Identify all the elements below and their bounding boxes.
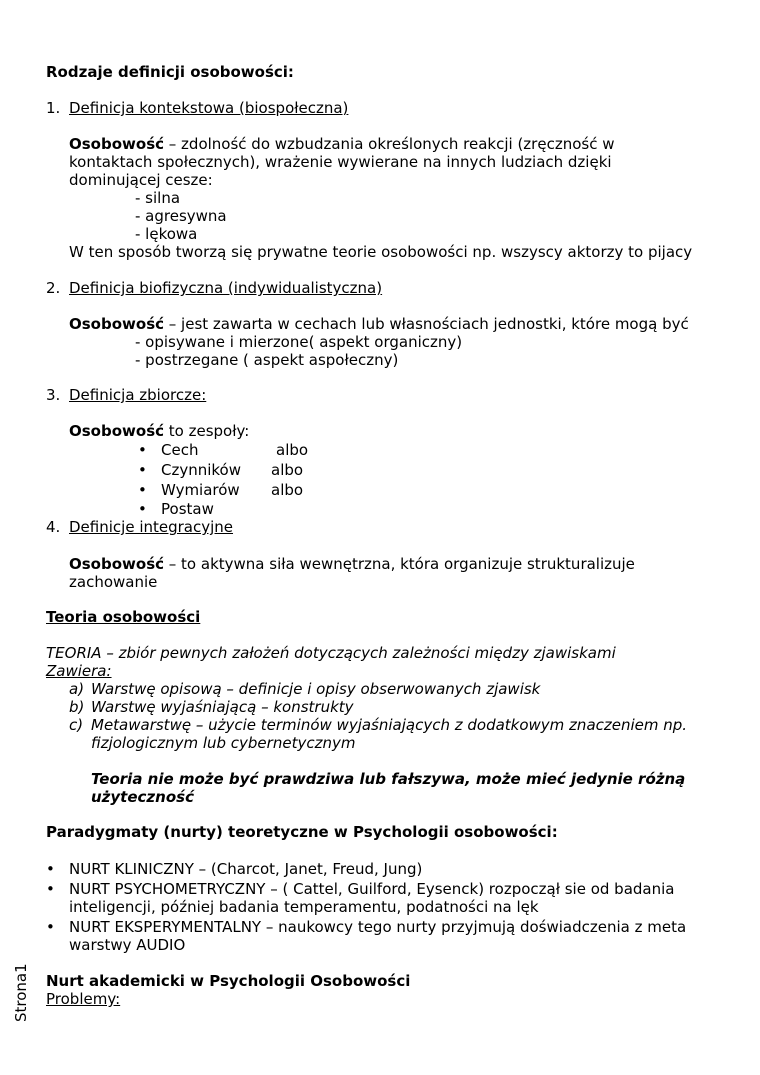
list-item-suffix: albo [271,481,304,499]
section-2-number: 2. [46,279,61,297]
theory-note-line-1: Teoria nie może być prawdziwa lub fałszywa, może mieć jedynie różną [91,770,686,788]
list-item: - opisywane i mierzone( aspekt organiczny) [135,333,463,351]
section-1-text: – zdolność do wzbudzania określonych reakcji (zręczność w [164,135,615,153]
list-item: Warstwę opisową – definicje i opisy obserwowanych zjawisk [91,680,541,698]
list-item-suffix: albo [271,461,304,479]
list-item: NURT EKSPERYMENTALNY – naukowcy tego nurty przyjmują doświadczenia z meta [69,918,687,936]
theory-contains-label: Zawiera: [46,662,112,680]
bullet-icon: • [46,918,55,936]
paradigms-heading: Paradygmaty (nurty) teoretyczne w Psychologii osobowości: [46,823,558,841]
list-item: - agresywna [135,207,227,225]
section-3-number: 3. [46,386,61,404]
list-item-suffix: albo [276,441,309,459]
theory-heading: Teoria osobowości [46,608,201,626]
bullet-icon: • [138,481,147,499]
list-item: NURT KLINICZNY – (Charcot, Janet, Freud, Jung) [69,860,423,878]
list-item-label: Czynników [161,461,242,479]
document-title: Rodzaje definicji osobowości: [46,63,294,81]
term-osobowosc: Osobowość [69,555,165,573]
section-3-heading: Definicja zbiorcze: [69,386,207,404]
term-osobowosc: Osobowość [69,315,165,333]
list-item-marker: a) [69,680,85,698]
list-item-continuation: fizjologicznym lub cybernetycznym [91,734,356,752]
list-item: Metawarstwę – użycie terminów wyjaśniających z dodatkowym znaczeniem np. [91,716,688,734]
section-3-line-1 [69,422,249,440]
section-2-text: – jest zawarta w cechach lub własnościach jednostki, które mogą być [164,315,689,333]
section-4-text: – to aktywna siła wewnętrzna, która organizuje strukturalizuje [164,555,635,573]
list-item-marker: b) [69,698,85,716]
section-1-line-1 [69,135,614,153]
list-item-label: Wymiarów [161,481,240,499]
section-4-heading: Definicje integracyjne [69,518,234,536]
list-item-continuation: warstwy AUDIO [69,936,186,954]
bullet-icon: • [138,441,147,459]
list-item: NURT PSYCHOMETRYCZNY – ( Cattel, Guilford, Eysenck) rozpoczął sie od badania [69,880,675,898]
section-2-heading: Definicja biofizyczna (indywidualistyczna) [69,279,383,297]
academic-problems: Problemy: [46,990,121,1008]
section-4-line-1 [69,555,635,573]
term-osobowosc: Osobowość [69,135,165,153]
list-item: - postrzegane ( aspekt aspołeczny) [135,351,399,369]
list-item-label: Cech [161,441,199,459]
academic-heading: Nurt akademicki w Psychologii Osobowości [46,972,411,990]
section-1-line-2: kontaktach społecznych), wrażenie wywierane na innych ludziach dzięki [69,153,612,171]
bullet-icon: • [138,500,147,518]
theory-note-line-2: użyteczność [91,788,194,806]
list-item-continuation: inteligencji, później badania temperamentu, podatności na lęk [69,898,539,916]
list-item-label: Postaw [161,500,214,518]
list-item-marker: c) [69,716,84,734]
list-item: - silna [135,189,181,207]
term-osobowosc: Osobowość [69,422,165,440]
section-4-line-2: zachowanie [69,573,158,591]
section-1-heading: Definicja kontekstowa (biospołeczna) [69,99,349,117]
page-label: Strona1 [12,963,30,1022]
section-1-line-3: dominującej cesze: [69,171,213,189]
list-item: Warstwę wyjaśniającą – konstrukty [91,698,354,716]
section-1-closing: W ten sposób tworzą się prywatne teorie osobowości np. wszyscy aktorzy to pijacy [69,243,693,261]
section-3-text: to zespoły: [164,422,250,440]
bullet-icon: • [46,860,55,878]
bullet-icon: • [138,461,147,479]
section-4-number: 4. [46,518,61,536]
section-2-line-1 [69,315,689,333]
theory-definition: TEORIA – zbiór pewnych założeń dotyczących zależności między zjawiskami [46,644,616,662]
bullet-icon: • [46,880,55,898]
list-item: - lękowa [135,225,198,243]
section-1-number: 1. [46,99,61,117]
